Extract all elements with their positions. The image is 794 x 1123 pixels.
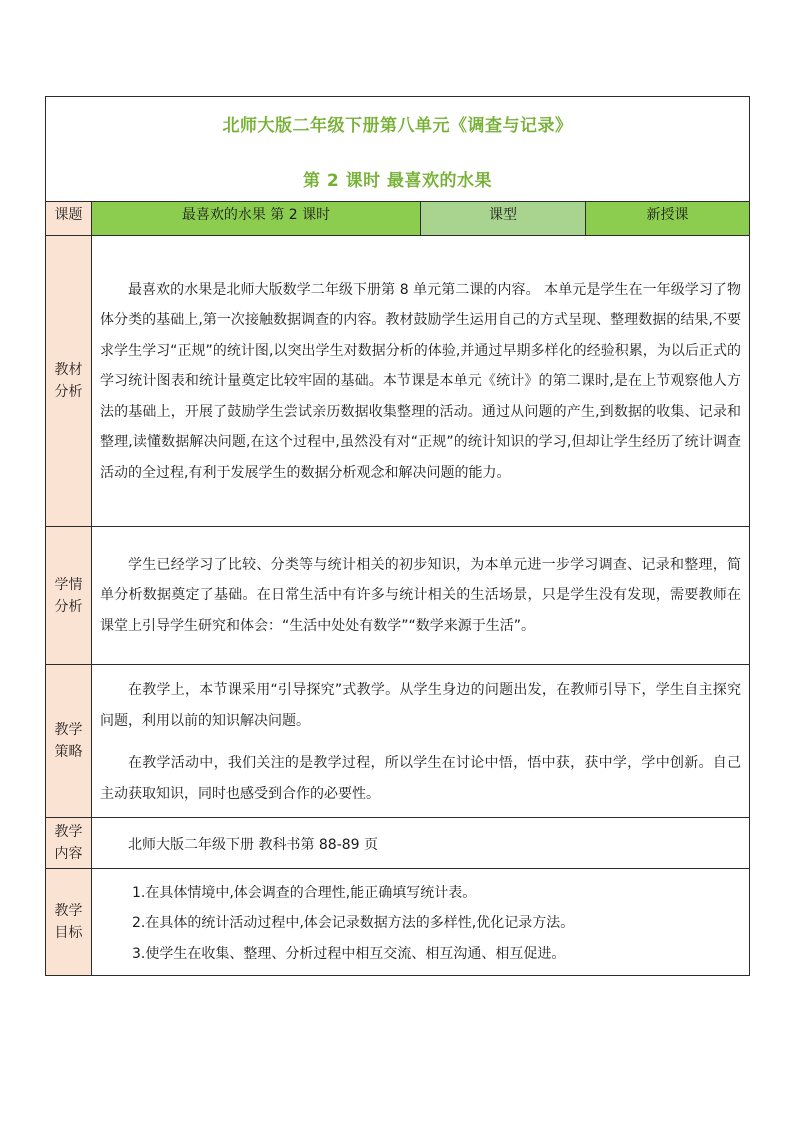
type-value-cell: [586, 202, 750, 236]
teaching-content-row: [46, 818, 750, 869]
teaching-content-label-cell: [46, 818, 92, 869]
textbook-analysis-label: 教材分析: [54, 362, 83, 400]
teaching-strategy-row: [46, 665, 750, 818]
textbook-analysis-label-cell: [46, 236, 92, 527]
goal-item-1: 1.在具体情境中,体会调查的合理性,能正确填写统计表。: [132, 884, 477, 901]
textbook-analysis-row: [46, 236, 750, 527]
type-label-cell: [421, 202, 586, 236]
topic-value: 最喜欢的水果 第 2 课时: [181, 207, 331, 223]
student-analysis-text: 学生已经学习了比较、分类等与统计相关的初步知识，为本单元进一步学习调查、记录和整理，简单分析数据奠定了基础。在日常生活中有许多与统计相关的生活场景，只是学生没有发现，需要教师在课堂上引导学生研究和体会：“生活中处处有数学”“数学来源于生活”。: [100, 556, 741, 634]
student-analysis-cell: [92, 527, 750, 665]
info-row: [46, 202, 750, 236]
student-analysis-label: 学情分析: [54, 576, 83, 615]
textbook-analysis-cell: [92, 236, 750, 527]
type-value: 新授课: [646, 207, 689, 223]
topic-label-cell: [46, 202, 92, 236]
teaching-goals-label-cell: [46, 869, 92, 976]
lesson-subtitle: 第 2 课时 最喜欢的水果: [302, 171, 493, 191]
title-block: [46, 97, 750, 202]
lesson-plan-table: [45, 96, 750, 976]
teaching-strategy-label: 教学策略: [54, 722, 83, 760]
goal-item-3: 3.使学生在收集、整理、分析过程中相互交流、相互沟通、相互促进。: [132, 945, 566, 962]
teaching-strategy-cell: [92, 665, 750, 818]
teaching-goals-label: 教学目标: [54, 903, 83, 941]
teaching-goals-row: [46, 869, 750, 976]
student-analysis-row: [46, 527, 750, 665]
teaching-goals-cell: [92, 869, 750, 976]
goal-item-2: 2.在具体的统计活动过程中,体会记录数据方法的多样性,优化记录方法。: [132, 915, 575, 932]
teaching-strategy-text-1: 在教学上，本节课采用“引导探究”式教学。从学生身边的问题出发，在教师引导下，学生自主探究问题，利用以前的知识解决问题。: [100, 682, 741, 729]
student-analysis-label-cell: [46, 527, 92, 665]
topic-value-cell: [92, 202, 421, 236]
textbook-analysis-text: 最喜欢的水果是北师大版数学二年级下册第 8 单元第二课的内容。 本单元是学生在一年级学习了物体分类的基础上,第一次接触数据调查的内容。教材鼓励学生运用自己的方式呈现、整理数据的结果,不要求学生学习“正规”的统计图,以突出学生对数据分析的体验,并通过早期多样化的经验积累，为以后正式的学习统计图表和统计量奠定比较牢固的基础。本节课是本单元《统计》的第二课时,是在上节观察他人方法的基础上，开展了鼓励学生尝试亲历数据收集整理的活动。通过从问题的产生,到数据的收集、记录和整理,读懂数据解决问题,在这个过程中,虽然没有对“正规”的统计知识的学习,但却让学生经历了统计调查活动的全过程,有利于发展学生的数据分析观念和解决问题的能力。: [100, 281, 741, 481]
type-label: 课型: [489, 207, 517, 223]
teaching-strategy-text-2: 在教学活动中，我们关注的是教学过程，所以学生在讨论中悟，悟中获，获中学，学中创新。自己主动获取知识，同时也感受到合作的必要性。: [100, 755, 741, 802]
teaching-content-label: 教学内容: [54, 824, 83, 862]
teaching-content-text: 北师大版二年级下册 教科书第 88-89 页: [128, 837, 379, 854]
topic-label: 课题: [54, 207, 83, 223]
document-title: 北师大版二年级下册第八单元《调查与记录》: [222, 116, 573, 136]
teaching-content-cell: [92, 818, 750, 869]
teaching-strategy-label-cell: [46, 665, 92, 818]
